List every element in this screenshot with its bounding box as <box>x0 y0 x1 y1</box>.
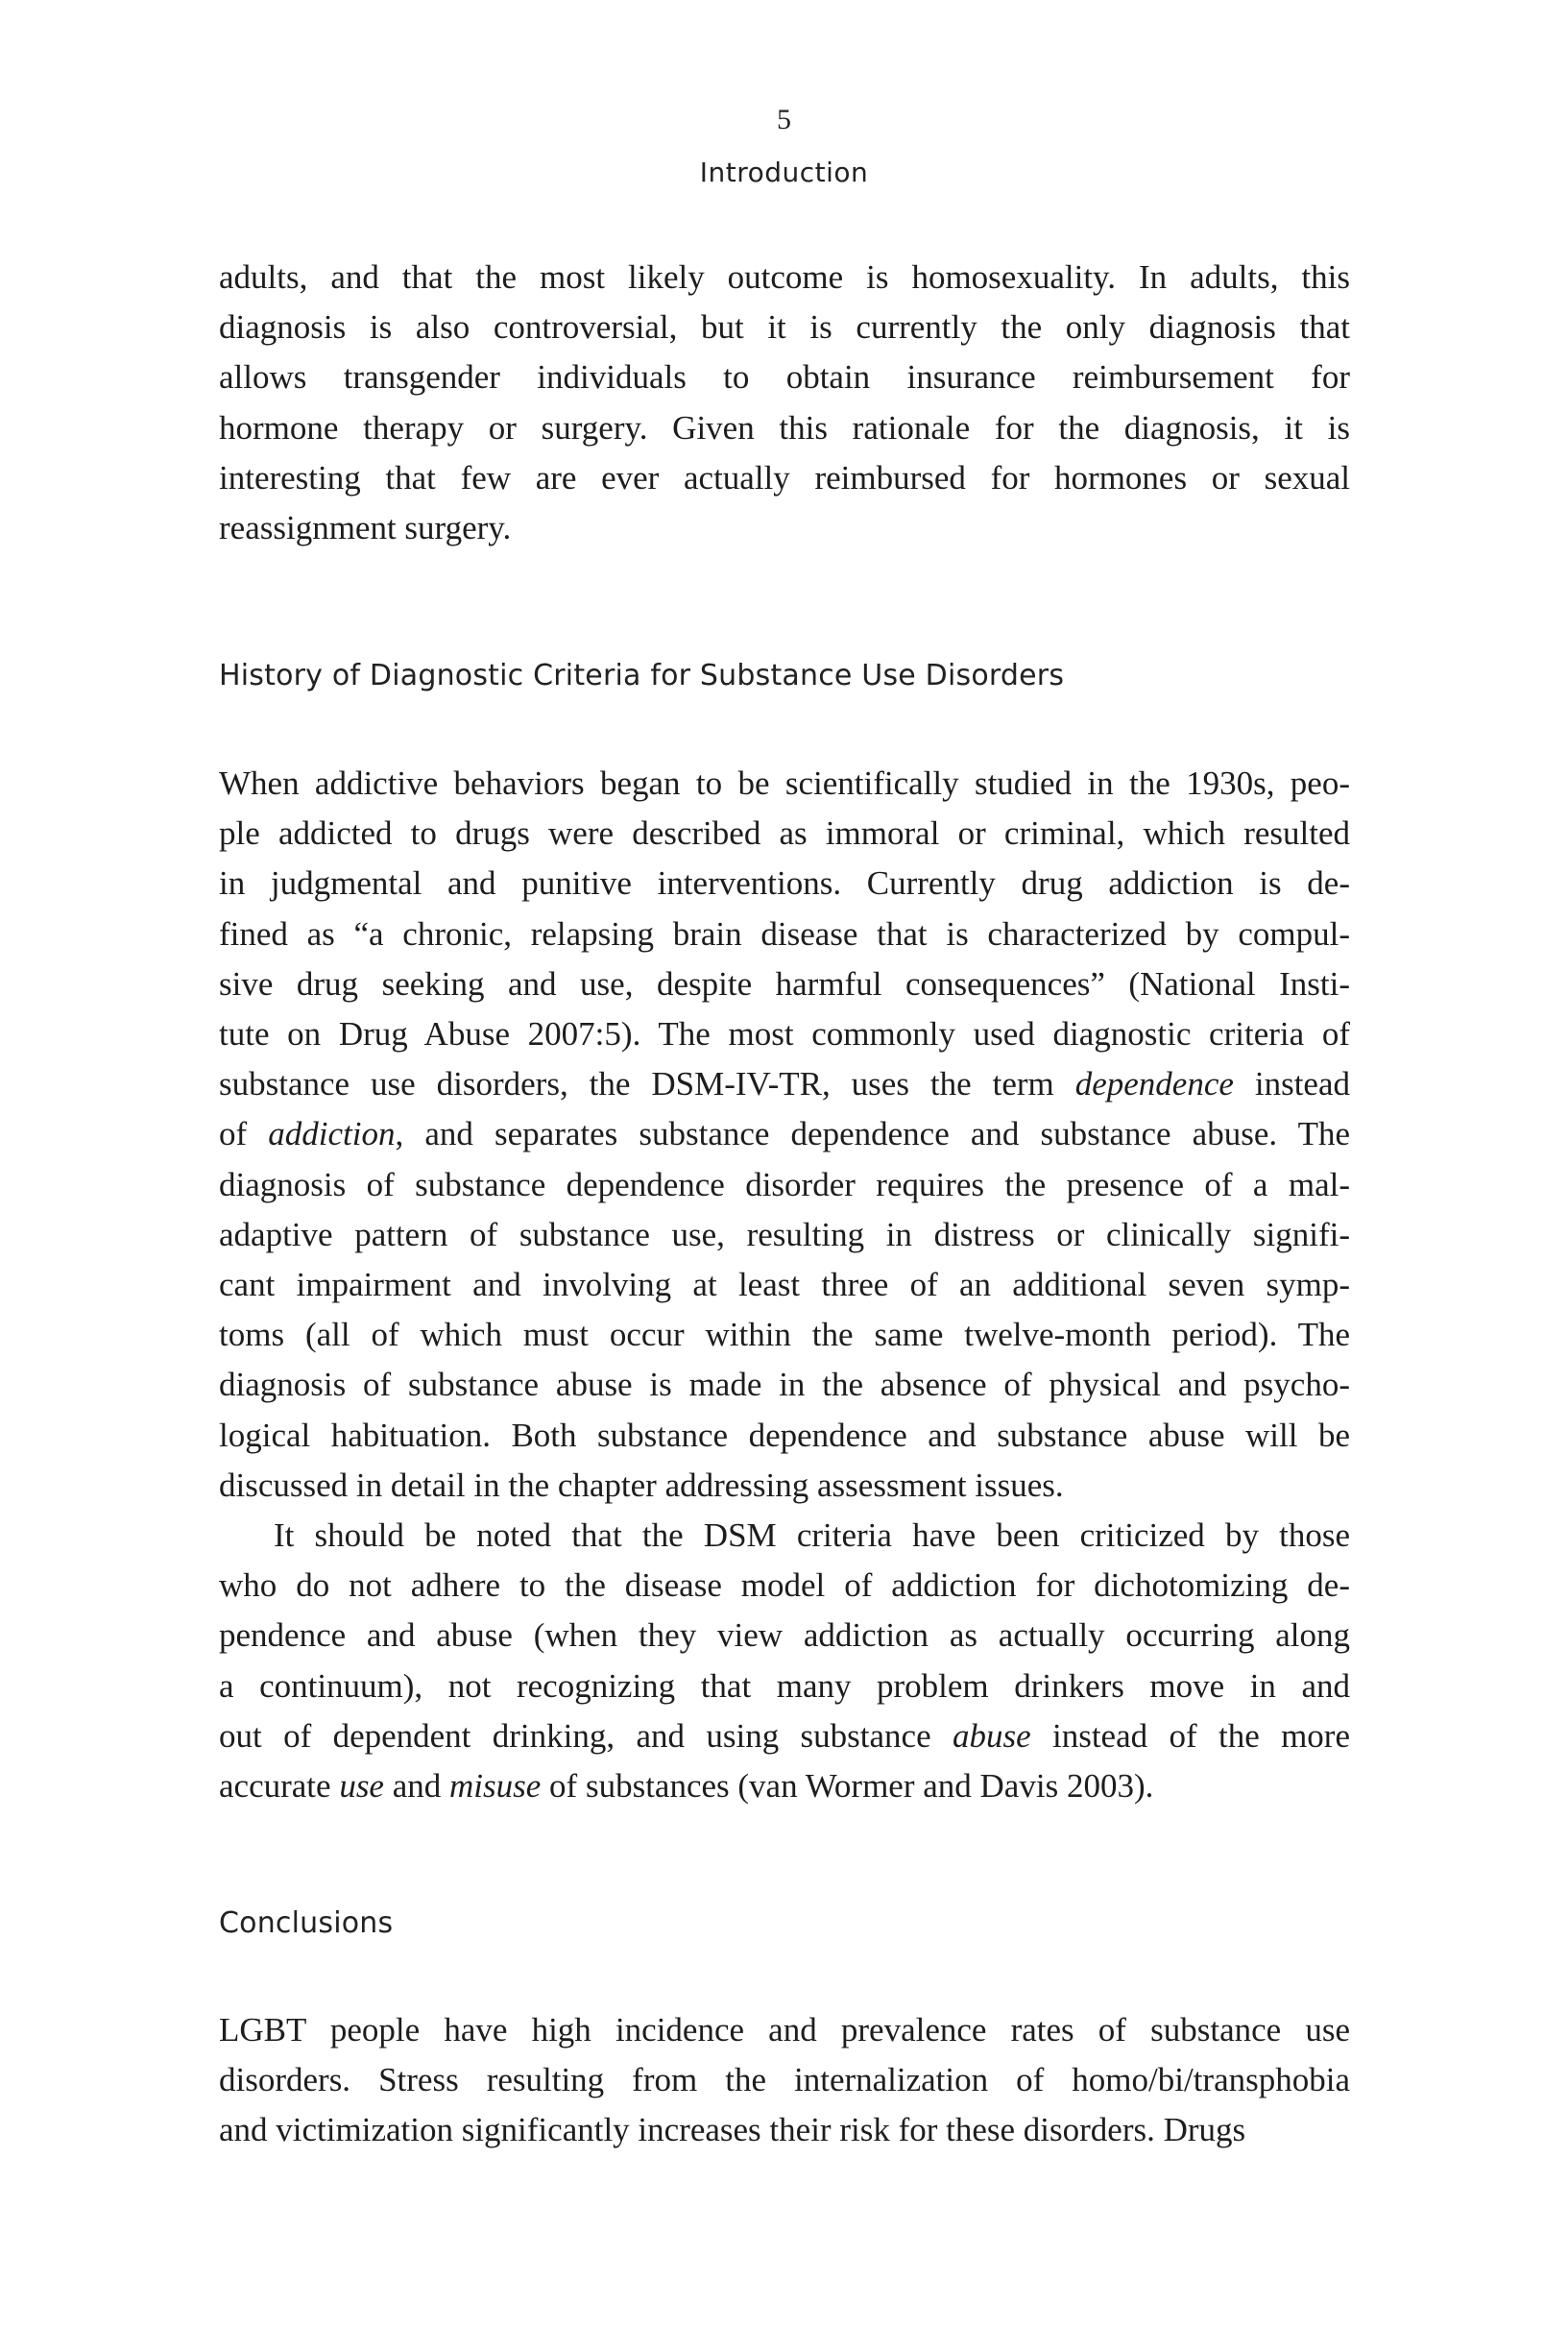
text-line: ple addicted to drugs were described as immoral or criminal, which resulted <box>219 814 1350 853</box>
text-line: It should be noted that the DSM criteria have been criticized by those <box>274 1516 1350 1555</box>
running-title: Introduction <box>699 157 869 188</box>
paragraph <box>219 2005 1350 2156</box>
text-line: substance use disorders, the DSM-IV-TR, uses the term dependence instead <box>219 1065 1350 1103</box>
text-line: diagnosis is also controversial, but it is currently the only diagnosis that <box>219 308 1350 347</box>
history-text <box>219 759 1350 1811</box>
text-line: hormone therapy or surgery. Given this rationale for the diagnosis, it is <box>219 408 1350 447</box>
text-line: disorders. Stress resulting from the internalization of homo/bi/transphobia <box>219 2061 1350 2099</box>
emphasis: use <box>339 1767 384 1806</box>
text-line: reassignment surgery. <box>219 509 512 547</box>
text-line: adaptive pattern of substance use, resulting in distress or clinically signifi- <box>219 1215 1350 1253</box>
text-line: out of dependent drinking, and using substance abuse instead of the more <box>219 1716 1350 1755</box>
text-line: logical habituation. Both substance dependence and substance abuse will be <box>219 1416 1350 1454</box>
text-line: tute on Drug Abuse 2007:5). The most commonly used diagnostic criteria of <box>219 1015 1350 1054</box>
text-line: adults, and that the most likely outcome is homosexuality. In adults, this <box>219 258 1350 296</box>
text-line: of addiction, and separates substance dependence and substance abuse. The <box>219 1115 1351 1153</box>
text-line: cant impairment and involving at least three of an additional seven symp- <box>219 1266 1350 1304</box>
text-line: who do not adhere to the disease model of addiction for dichotomizing de- <box>219 1566 1350 1605</box>
text-line: interesting that few are ever actually reimbursed for hormones or sexual <box>219 458 1350 497</box>
continuation-text <box>219 253 1350 553</box>
text-line: diagnosis of substance dependence disorder requires the presence of a mal- <box>219 1165 1350 1203</box>
text-line: diagnosis of substance abuse is made in the absence of physical and psycho- <box>219 1366 1350 1404</box>
section-heading-conclusions: Conclusions <box>219 1906 394 1940</box>
text-line: fined as “a chronic, relapsing brain disease that is characterized by compul- <box>219 914 1350 953</box>
paragraph <box>219 253 1350 553</box>
emphasis: misuse <box>449 1767 542 1806</box>
page-number: 5 <box>777 104 791 135</box>
conclusions-text <box>219 2005 1350 2156</box>
section-heading-history: History of Diagnostic Criteria for Substance Use Disorders <box>219 659 1065 692</box>
text-line: accurate use and misuse of substances (van Wormer and Davis 2003). <box>219 1767 1154 1806</box>
text-line: sive drug seeking and use, despite harmful consequences” (National Insti- <box>219 964 1350 1003</box>
text-line: allows transgender individuals to obtain insurance reimbursement for <box>219 358 1350 397</box>
text-line: and victimization significantly increases their risk for these disorders. Drugs <box>219 2111 1246 2149</box>
text-line: a continuum), not recognizing that many problem drinkers move in and <box>219 1666 1350 1705</box>
text-line: When addictive behaviors began to be scientifically studied in the 1930s, peo- <box>219 764 1350 802</box>
text-line: in judgmental and punitive interventions. Currently drug addiction is de- <box>219 864 1350 903</box>
text-line: pendence and abuse (when they view addiction as actually occurring along <box>219 1616 1350 1655</box>
paragraph <box>219 1511 1350 1811</box>
text-line: toms (all of which must occur within the same twelve-month period). The <box>219 1316 1350 1354</box>
emphasis: addiction <box>268 1115 396 1153</box>
paragraph <box>219 759 1350 1511</box>
emphasis: abuse <box>952 1716 1031 1755</box>
emphasis: dependence <box>1074 1065 1234 1103</box>
text-line: discussed in detail in the chapter addressing assessment issues. <box>219 1466 1064 1504</box>
text-line: LGBT people have high incidence and prevalence rates of substance use <box>219 2011 1350 2049</box>
